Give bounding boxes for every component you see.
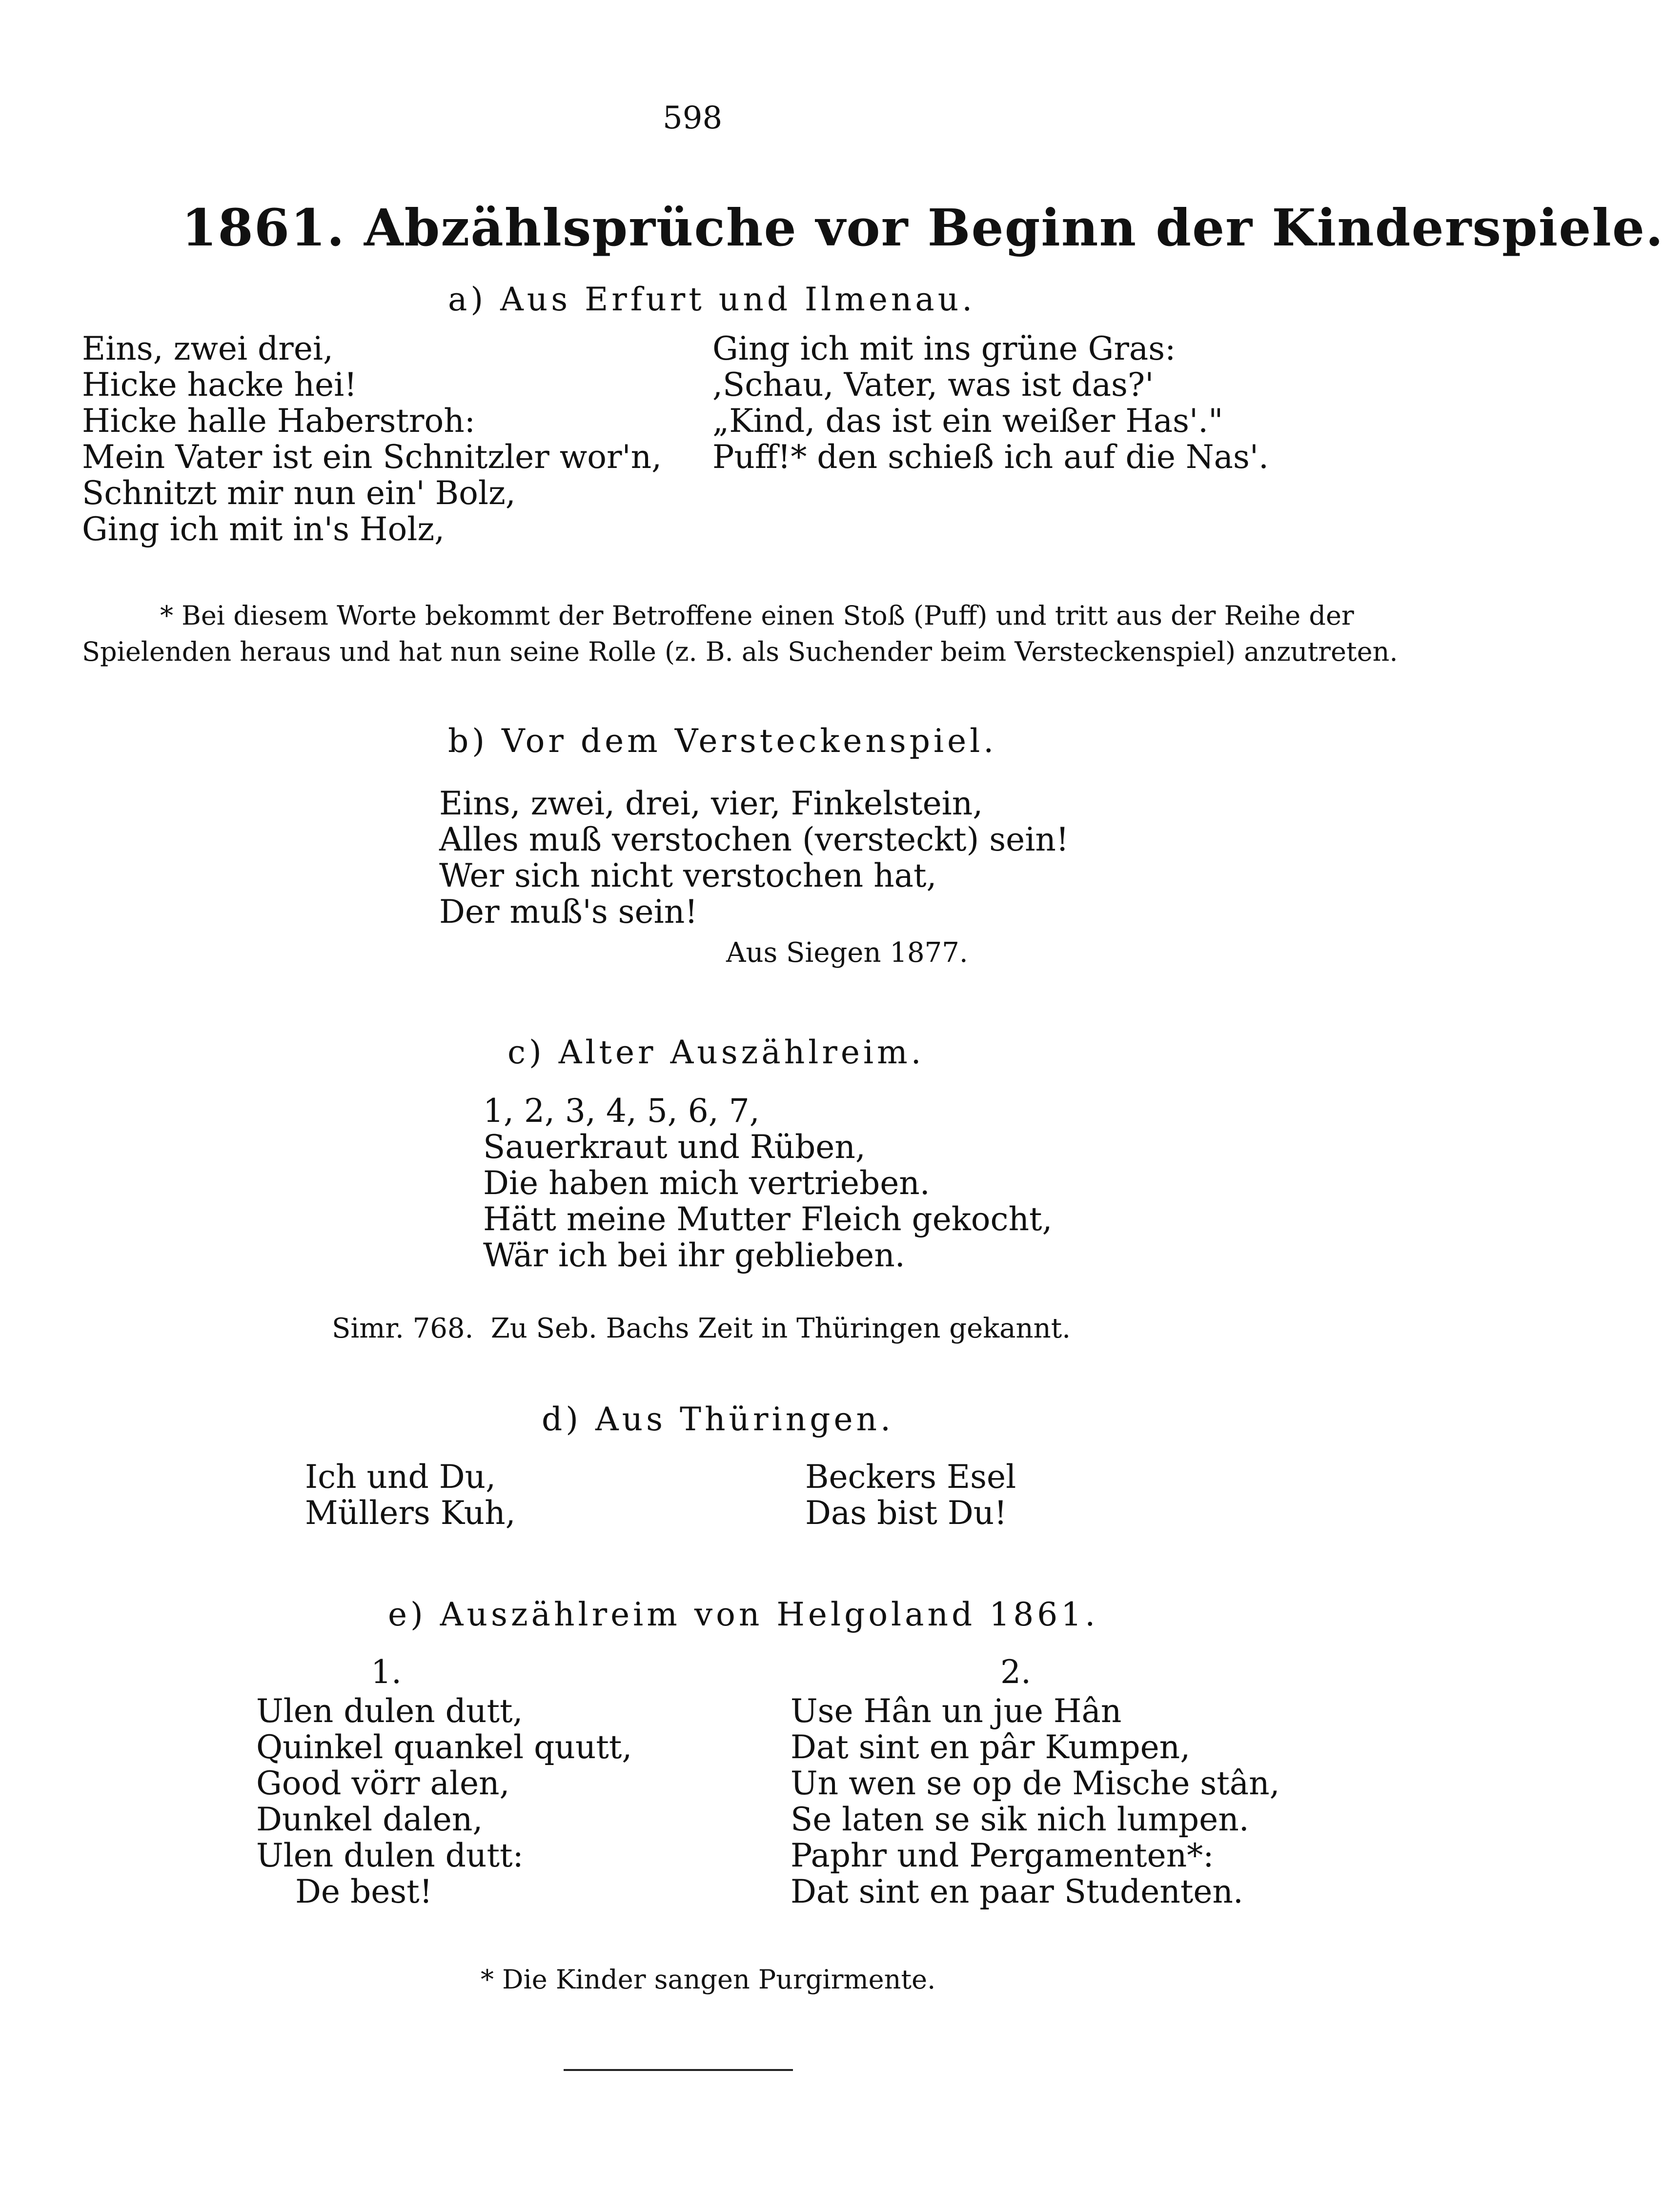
- verse-line: Ulen dulen dutt:: [256, 1837, 524, 1874]
- verse-line: Ging ich mit in's Holz,: [82, 510, 445, 548]
- page-number: 598: [663, 100, 723, 136]
- footnote-line: Spielenden heraus und hat nun seine Rolle (z. B. als Suchender beim Versteckenspiel) anzutreten.: [82, 636, 1398, 667]
- section-c-source: Simr. 768. Zu Seb. Bachs Zeit in Thüringen gekannt.: [332, 1313, 1071, 1344]
- section-e-right-verse: [791, 1693, 1280, 1910]
- verse-line: Hätt meine Mutter Fleich gekocht,: [483, 1200, 1053, 1238]
- verse-line: Hicke hacke hei!: [82, 366, 357, 404]
- section-e-right-number: 2.: [1000, 1653, 1031, 1691]
- verse-line: De best!: [295, 1873, 433, 1910]
- verse-line: Das bist Du!: [805, 1494, 1007, 1532]
- section-c-verse: [483, 1093, 1052, 1274]
- verse-line: Good vörr alen,: [256, 1765, 510, 1802]
- section-a-heading: a) Aus Erfurt und Ilmenau.: [448, 281, 976, 318]
- section-e-footnote: * Die Kinder sangen Purgirmente.: [481, 1964, 936, 1995]
- verse-line: Dunkel dalen,: [256, 1801, 483, 1838]
- verse-line: Puff!* den schieß ich auf die Nas'.: [712, 438, 1269, 476]
- section-d-heading: d) Aus Thüringen.: [542, 1400, 894, 1438]
- verse-line: Un wen se op de Mische stân,: [791, 1765, 1280, 1802]
- verse-line: Sauerkraut und Rüben,: [483, 1128, 866, 1166]
- verse-line: Der muß's sein!: [439, 893, 698, 931]
- section-a-right-verse: [712, 331, 1269, 475]
- section-e-left-number: 1.: [371, 1653, 402, 1691]
- verse-line: Alles muß verstochen (versteckt) sein!: [439, 821, 1069, 858]
- verse-line: Ich und Du,: [305, 1458, 496, 1496]
- verse-line: Dat sint en pâr Kumpen,: [791, 1728, 1191, 1766]
- section-b-verse: [439, 786, 1069, 930]
- verse-line: Ulen dulen dutt,: [256, 1692, 523, 1730]
- section-a-left-verse: [82, 331, 662, 548]
- verse-line: Hicke halle Haberstroh:: [82, 402, 475, 440]
- verse-line: Die haben mich vertrieben.: [483, 1164, 930, 1202]
- verse-line: Se laten se sik nich lumpen.: [791, 1801, 1249, 1838]
- verse-line: Quinkel quankel quutt,: [256, 1728, 632, 1766]
- verse-line: Ging ich mit ins grüne Gras:: [712, 330, 1176, 367]
- footnote-line: * Bei diesem Worte bekommt der Betroffene einen Stoß (Puff) und tritt aus der Reihe der: [160, 600, 1354, 631]
- verse-line: Beckers Esel: [805, 1458, 1016, 1496]
- verse-line: Use Hân un jue Hân: [791, 1692, 1122, 1730]
- end-rule: [564, 2069, 793, 2071]
- section-c-heading: c) Alter Auszählreim.: [507, 1034, 925, 1071]
- section-a-footnote: [82, 598, 1398, 670]
- verse-line: Eins, zwei drei,: [82, 330, 333, 367]
- verse-line: „Kind, das ist ein weißer Has'.": [712, 402, 1223, 440]
- section-d-right-verse: [805, 1459, 1016, 1531]
- verse-line: Mein Vater ist ein Schnitzler wor'n,: [82, 438, 662, 476]
- verse-line: Müllers Kuh,: [305, 1494, 516, 1532]
- verse-line: Paphr und Pergamenten*:: [791, 1837, 1214, 1874]
- verse-line: ,Schau, Vater, was ist das?': [712, 366, 1154, 404]
- verse-line: Wer sich nicht verstochen hat,: [439, 857, 937, 894]
- section-b-heading: b) Vor dem Versteckenspiel.: [448, 722, 997, 760]
- verse-line: Schnitzt mir nun ein' Bolz,: [82, 474, 516, 512]
- verse-line: Eins, zwei, drei, vier, Finkelstein,: [439, 785, 983, 822]
- section-e-heading: e) Auszählreim von Helgoland 1861.: [388, 1596, 1099, 1633]
- section-e-left-verse: [256, 1693, 632, 1910]
- verse-line: Dat sint en paar Studenten.: [791, 1873, 1243, 1910]
- verse-line: Wär ich bei ihr geblieben.: [483, 1237, 905, 1274]
- verse-line: 1, 2, 3, 4, 5, 6, 7,: [483, 1092, 760, 1130]
- page-title: 1861. Abzählsprüche vor Beginn der Kinderspiele.: [182, 198, 1664, 258]
- section-b-source: Aus Siegen 1877.: [726, 937, 968, 969]
- section-d-left-verse: [305, 1459, 516, 1531]
